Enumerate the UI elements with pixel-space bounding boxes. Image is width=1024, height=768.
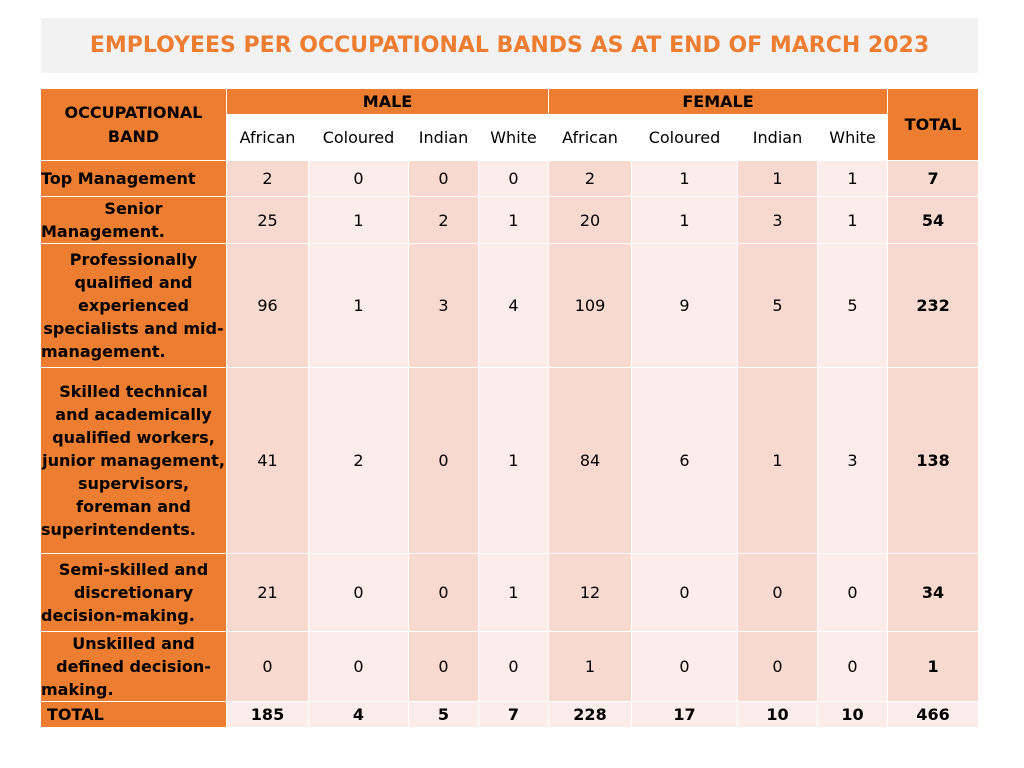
table-cell: 3 <box>409 244 479 368</box>
table-cell: 1 <box>818 197 888 244</box>
table-cell: 0 <box>309 161 409 197</box>
band-label: Senior Management. <box>41 197 227 244</box>
row-total: 1 <box>888 632 979 702</box>
totals-label: TOTAL <box>41 702 227 728</box>
row-total: 54 <box>888 197 979 244</box>
table-cell: 3 <box>818 368 888 554</box>
occupational-bands-table <box>40 88 979 728</box>
header-female-coloured: Coloured <box>632 115 738 161</box>
header-female-african: African <box>549 115 632 161</box>
header-female-indian: Indian <box>738 115 818 161</box>
table-cell: 12 <box>549 554 632 632</box>
table-cell: 0 <box>632 554 738 632</box>
table-cell: 109 <box>549 244 632 368</box>
table-cell: 96 <box>227 244 309 368</box>
totals-cell: 5 <box>409 702 479 728</box>
table-cell: 21 <box>227 554 309 632</box>
header-male: MALE <box>227 89 549 115</box>
row-total: 138 <box>888 368 979 554</box>
table-row <box>41 632 979 702</box>
row-total: 7 <box>888 161 979 197</box>
header-total: TOTAL <box>888 89 979 161</box>
table-cell: 0 <box>309 632 409 702</box>
table-cell: 84 <box>549 368 632 554</box>
table-cell: 1 <box>738 161 818 197</box>
table-cell: 1 <box>479 197 549 244</box>
table-row <box>41 161 979 197</box>
table-cell: 1 <box>309 244 409 368</box>
table-cell: 2 <box>227 161 309 197</box>
header-male-indian: Indian <box>409 115 479 161</box>
title-bar <box>41 18 978 73</box>
totals-cell: 185 <box>227 702 309 728</box>
band-label: Semi-skilled and discretionary decision-making. <box>41 554 227 632</box>
table-cell: 1 <box>738 368 818 554</box>
table-cell: 5 <box>818 244 888 368</box>
band-label: Unskilled and defined decision-making. <box>41 632 227 702</box>
table-cell: 0 <box>738 554 818 632</box>
table-cell: 20 <box>549 197 632 244</box>
totals-cell: 228 <box>549 702 632 728</box>
header-female: FEMALE <box>549 89 888 115</box>
table-cell: 0 <box>227 632 309 702</box>
row-total: 232 <box>888 244 979 368</box>
table-cell: 5 <box>738 244 818 368</box>
totals-cell: 4 <box>309 702 409 728</box>
table-cell: 2 <box>309 368 409 554</box>
totals-row <box>41 702 979 728</box>
table-cell: 0 <box>818 554 888 632</box>
table-cell: 0 <box>409 632 479 702</box>
table-cell: 1 <box>632 161 738 197</box>
table-row <box>41 244 979 368</box>
table-cell: 1 <box>632 197 738 244</box>
table-cell: 1 <box>479 368 549 554</box>
grand-total: 466 <box>888 702 979 728</box>
table-cell: 0 <box>632 632 738 702</box>
table-cell: 1 <box>309 197 409 244</box>
table-row <box>41 197 979 244</box>
header-male-white: White <box>479 115 549 161</box>
table-cell: 0 <box>409 554 479 632</box>
page-title: EMPLOYEES PER OCCUPATIONAL BANDS AS AT END OF MARCH 2023 <box>89 33 930 58</box>
table-row <box>41 554 979 632</box>
totals-cell: 7 <box>479 702 549 728</box>
table-cell: 0 <box>409 368 479 554</box>
table-cell: 0 <box>818 632 888 702</box>
totals-cell: 10 <box>818 702 888 728</box>
table-cell: 2 <box>549 161 632 197</box>
header-band-label: OCCUPATIONAL BAND <box>64 102 203 146</box>
table-cell: 41 <box>227 368 309 554</box>
table-cell: 3 <box>738 197 818 244</box>
row-total: 34 <box>888 554 979 632</box>
header-male-african: African <box>227 115 309 161</box>
band-label: Professionally qualified and experienced specialists and mid-management. <box>41 244 227 368</box>
table-cell: 6 <box>632 368 738 554</box>
table-row <box>41 368 979 554</box>
totals-cell: 10 <box>738 702 818 728</box>
band-label: Top Management <box>41 161 227 197</box>
table-cell: 0 <box>479 161 549 197</box>
table-cell: 0 <box>409 161 479 197</box>
table-cell: 1 <box>818 161 888 197</box>
header-occupational-band <box>41 89 227 161</box>
table-cell: 0 <box>738 632 818 702</box>
band-label: Skilled technical and academically qualified workers, junior management, supervisors, foreman and superintendents. <box>41 368 227 554</box>
table-cell: 2 <box>409 197 479 244</box>
table-cell: 9 <box>632 244 738 368</box>
table-cell: 0 <box>479 632 549 702</box>
table-cell: 1 <box>549 632 632 702</box>
totals-cell: 17 <box>632 702 738 728</box>
table-cell: 25 <box>227 197 309 244</box>
table-cell: 1 <box>479 554 549 632</box>
header-male-coloured: Coloured <box>309 115 409 161</box>
table-cell: 4 <box>479 244 549 368</box>
header-female-white: White <box>818 115 888 161</box>
table-cell: 0 <box>309 554 409 632</box>
